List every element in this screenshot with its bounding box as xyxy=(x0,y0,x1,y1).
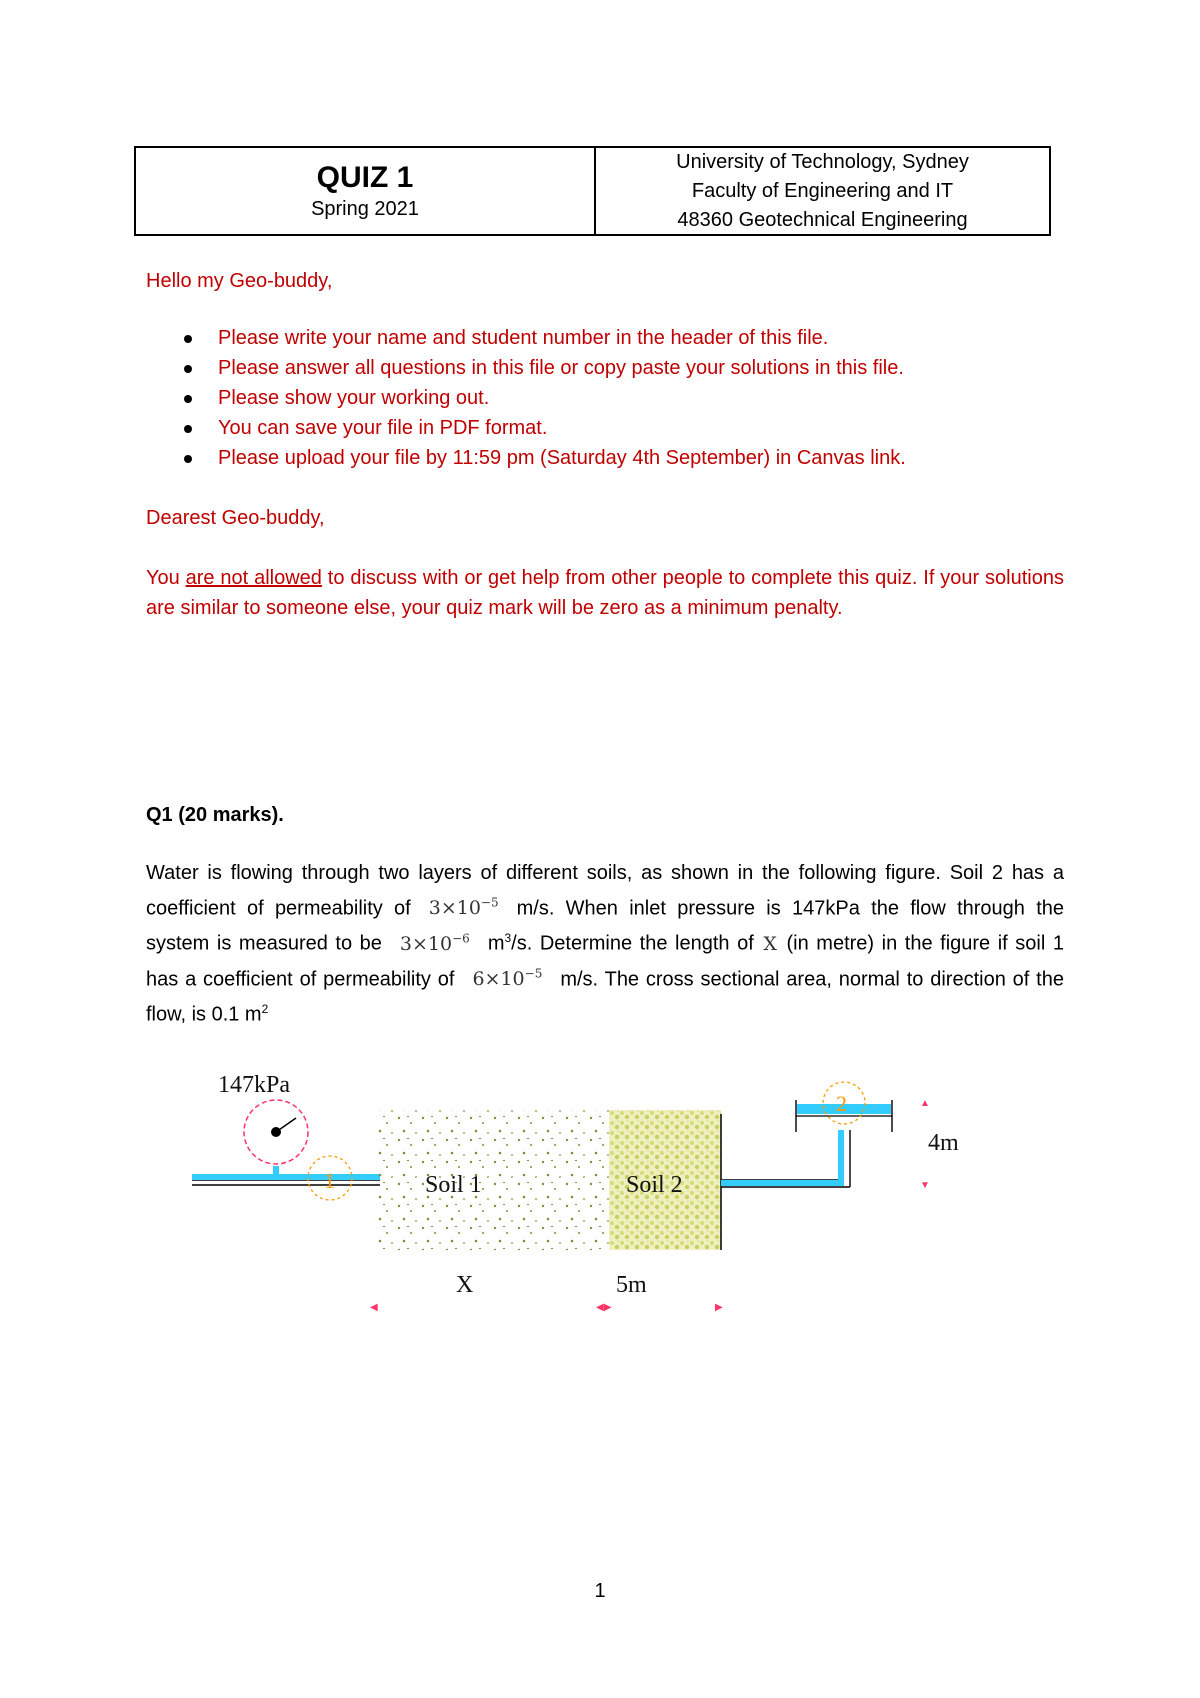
riser-water xyxy=(838,1130,844,1186)
quiz-title: QUIZ 1 xyxy=(316,161,414,194)
bullet-icon xyxy=(184,365,192,373)
k1-value: $6\times 10^{-5}$ xyxy=(472,966,543,991)
soil-2-label: Soil 2 xyxy=(626,1172,683,1198)
bullet-icon xyxy=(184,425,192,433)
institution-cell xyxy=(596,148,1049,234)
list-item: Please write your name and student number in the header of this file. xyxy=(146,323,1064,353)
quiz-title-cell xyxy=(136,148,596,234)
head-arrow-top: ▲ xyxy=(920,1098,930,1109)
outlet-water xyxy=(721,1180,844,1186)
head-arrow-bottom: ▼ xyxy=(920,1180,930,1191)
faculty-name: Faculty of Engineering and IT xyxy=(691,179,954,202)
point-2-label: 2 xyxy=(836,1091,847,1116)
list-item: You can save your file in PDF format. xyxy=(146,413,1064,443)
permeability-figure xyxy=(180,1070,1020,1360)
university-name: University of Technology, Sydney xyxy=(676,150,969,173)
list-item: Please upload your file by 11:59 pm (Saturday 4th September) in Canvas link. xyxy=(146,443,1064,473)
instruction-list xyxy=(146,323,1064,473)
dim-arrow-right: ▶ xyxy=(715,1302,723,1313)
head-label: 4m xyxy=(928,1130,959,1156)
underlined-phrase: are not allowed xyxy=(185,567,322,589)
list-item: Please show your working out. xyxy=(146,383,1064,413)
soil-1-layer xyxy=(376,1110,609,1250)
k2-value: $3\times 10^{-5}$ xyxy=(428,896,499,920)
salutation: Dearest Geo-buddy, xyxy=(146,507,325,529)
x-symbol: X xyxy=(763,932,777,955)
greeting: Hello my Geo-buddy, xyxy=(146,270,333,292)
dim-arrow-left: ◀ xyxy=(370,1302,378,1313)
pressure-label: 147kPa xyxy=(218,1072,290,1098)
point-1-label: 1 xyxy=(324,1168,335,1193)
x-length-label: X xyxy=(456,1272,474,1298)
dim-arrow-mid: ◀▶ xyxy=(596,1302,612,1313)
question-text: Water is flowing through two layers of different soils, as shown in the following figure. Soil 2 has a coefficient of permeability of $3\times 10^{-5}$ m/s. When inlet pressure is 147kPa the flow through the system is measured to be $3\times 10^{-6}$ $m^3/s$. Determine the length of X (in metre) in the figure if soil 1 has a coefficient of permeability of $6\times 10^{-5}$ m/s. The cross sectional area, normal to direction of the flow, is 0.1 $m^2$ xyxy=(146,862,1065,1026)
academic-integrity-warning: You are not allowed to discuss with or get help from other people to complete this quiz. If your solutions are similar to someone else, your quiz mark will be zero as a minimum penalty. xyxy=(146,567,1064,619)
question-heading: Q1 (20 marks). xyxy=(146,804,284,826)
quiz-header-table xyxy=(134,146,1051,236)
bullet-icon xyxy=(184,455,192,463)
bullet-icon xyxy=(184,395,192,403)
flow-value: $3\times 10^{-6}$ xyxy=(399,931,470,955)
subject-name: 48360 Geotechnical Engineering xyxy=(677,208,968,231)
gauge-needle xyxy=(276,1118,296,1132)
list-item: Please answer all questions in this file or copy paste your solutions in this file. xyxy=(146,353,1064,383)
quiz-term: Spring 2021 xyxy=(311,198,419,220)
bullet-icon xyxy=(184,335,192,343)
soil-2-length-label: 5m xyxy=(616,1272,647,1298)
page-number: 1 xyxy=(594,1580,606,1602)
gauge-stem xyxy=(273,1166,279,1176)
soil-1-label: Soil 1 xyxy=(425,1172,482,1198)
